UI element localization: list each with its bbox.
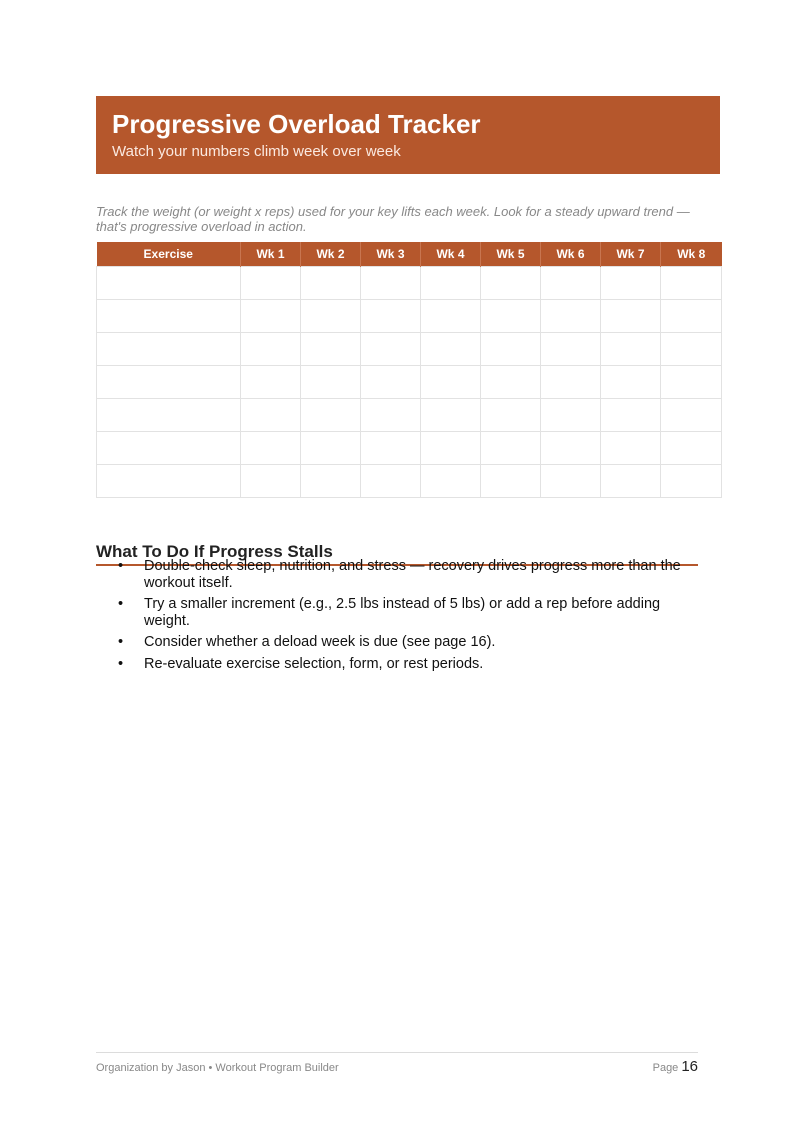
exercise-cell[interactable]	[97, 267, 241, 300]
week-cell[interactable]	[301, 300, 361, 333]
page-number-block	[653, 1058, 698, 1075]
exercise-cell[interactable]	[97, 366, 241, 399]
column-header-wk-3: Wk 3	[361, 242, 421, 267]
week-cell[interactable]	[241, 333, 301, 366]
week-cell[interactable]	[421, 300, 481, 333]
week-cell[interactable]	[241, 267, 301, 300]
week-cell[interactable]	[361, 300, 421, 333]
week-cell[interactable]	[481, 399, 541, 432]
footer-credit: Organization by Jason • Workout Program Builder	[96, 1062, 339, 1074]
table-row	[97, 465, 722, 498]
footer-divider	[96, 1052, 698, 1053]
table-row	[97, 333, 722, 366]
week-cell[interactable]	[541, 366, 601, 399]
column-header-wk-6: Wk 6	[541, 242, 601, 267]
week-cell[interactable]	[361, 267, 421, 300]
list-item	[96, 656, 696, 673]
week-cell[interactable]	[661, 465, 722, 498]
week-cell[interactable]	[361, 465, 421, 498]
header-banner	[96, 96, 720, 174]
week-cell[interactable]	[301, 465, 361, 498]
table-row	[97, 366, 722, 399]
page-subtitle: Watch your numbers climb week over week	[112, 143, 401, 160]
week-cell[interactable]	[301, 432, 361, 465]
week-cell[interactable]	[361, 366, 421, 399]
intro-text: Track the weight (or weight x reps) used for your key lifts each week. Look for a steady upward trend — that's progressive overload in action.	[96, 204, 690, 234]
exercise-cell[interactable]	[97, 399, 241, 432]
table-row	[97, 432, 722, 465]
column-header-wk-8: Wk 8	[661, 242, 722, 267]
week-cell[interactable]	[481, 267, 541, 300]
week-cell[interactable]	[661, 300, 722, 333]
table-row	[97, 267, 722, 300]
week-cell[interactable]	[481, 300, 541, 333]
week-cell[interactable]	[541, 300, 601, 333]
week-cell[interactable]	[541, 399, 601, 432]
week-cell[interactable]	[481, 465, 541, 498]
list-item-text: Try a smaller increment (e.g., 2.5 lbs instead of 5 lbs) or add a rep before adding weight.	[144, 596, 661, 629]
table-row	[97, 300, 722, 333]
week-cell[interactable]	[601, 399, 661, 432]
week-cell[interactable]	[301, 399, 361, 432]
week-cell[interactable]	[601, 267, 661, 300]
column-header-wk-1: Wk 1	[241, 242, 301, 267]
week-cell[interactable]	[421, 399, 481, 432]
list-item	[96, 634, 696, 651]
tracker-table	[96, 242, 722, 498]
bullet-glyph: •	[118, 596, 124, 612]
week-cell[interactable]	[481, 333, 541, 366]
exercise-cell[interactable]	[97, 333, 241, 366]
exercise-cell[interactable]	[97, 432, 241, 465]
week-cell[interactable]	[601, 300, 661, 333]
week-cell[interactable]	[361, 399, 421, 432]
week-cell[interactable]	[661, 399, 722, 432]
exercise-cell[interactable]	[97, 465, 241, 498]
week-cell[interactable]	[481, 432, 541, 465]
week-cell[interactable]	[361, 333, 421, 366]
week-cell[interactable]	[361, 432, 421, 465]
table-row	[97, 399, 722, 432]
week-cell[interactable]	[301, 333, 361, 366]
week-cell[interactable]	[601, 465, 661, 498]
column-header-wk-4: Wk 4	[421, 242, 481, 267]
stalls-heading: What To Do If Progress Stalls	[96, 542, 698, 566]
week-cell[interactable]	[241, 300, 301, 333]
week-cell[interactable]	[421, 333, 481, 366]
week-cell[interactable]	[661, 366, 722, 399]
column-header-exercise: Exercise	[97, 242, 241, 267]
week-cell[interactable]	[601, 432, 661, 465]
week-cell[interactable]	[541, 465, 601, 498]
page-number: 16	[681, 1058, 698, 1075]
list-item-text: Re-evaluate exercise selection, form, or rest periods.	[144, 655, 484, 672]
tracker-body	[97, 267, 722, 498]
stalls-list	[96, 558, 696, 677]
column-header-wk-2: Wk 2	[301, 242, 361, 267]
list-item-text: Consider whether a deload week is due (see page 16).	[144, 634, 496, 650]
page-label: Page	[652, 1062, 679, 1074]
week-cell[interactable]	[421, 267, 481, 300]
week-cell[interactable]	[241, 366, 301, 399]
week-cell[interactable]	[481, 366, 541, 399]
week-cell[interactable]	[241, 432, 301, 465]
tracker-header-row	[97, 242, 722, 267]
week-cell[interactable]	[541, 432, 601, 465]
week-cell[interactable]	[421, 465, 481, 498]
week-cell[interactable]	[241, 399, 301, 432]
week-cell[interactable]	[301, 267, 361, 300]
page-title: Progressive Overload Tracker	[112, 109, 481, 139]
week-cell[interactable]	[541, 267, 601, 300]
week-cell[interactable]	[241, 465, 301, 498]
column-header-wk-7: Wk 7	[601, 242, 661, 267]
exercise-cell[interactable]	[97, 300, 241, 333]
bullet-glyph: •	[118, 558, 124, 574]
week-cell[interactable]	[661, 267, 722, 300]
week-cell[interactable]	[601, 366, 661, 399]
week-cell[interactable]	[421, 366, 481, 399]
week-cell[interactable]	[661, 432, 722, 465]
list-item	[96, 596, 696, 629]
week-cell[interactable]	[421, 432, 481, 465]
week-cell[interactable]	[601, 333, 661, 366]
week-cell[interactable]	[301, 366, 361, 399]
week-cell[interactable]	[661, 333, 722, 366]
list-item	[96, 558, 696, 591]
bullet-glyph: •	[118, 634, 124, 650]
bullet-glyph: •	[118, 655, 124, 672]
week-cell[interactable]	[541, 333, 601, 366]
list-item-text: Double-check sleep, nutrition, and stress — recovery drives progress more than the workout itself.	[144, 558, 681, 591]
column-header-wk-5: Wk 5	[481, 242, 541, 267]
